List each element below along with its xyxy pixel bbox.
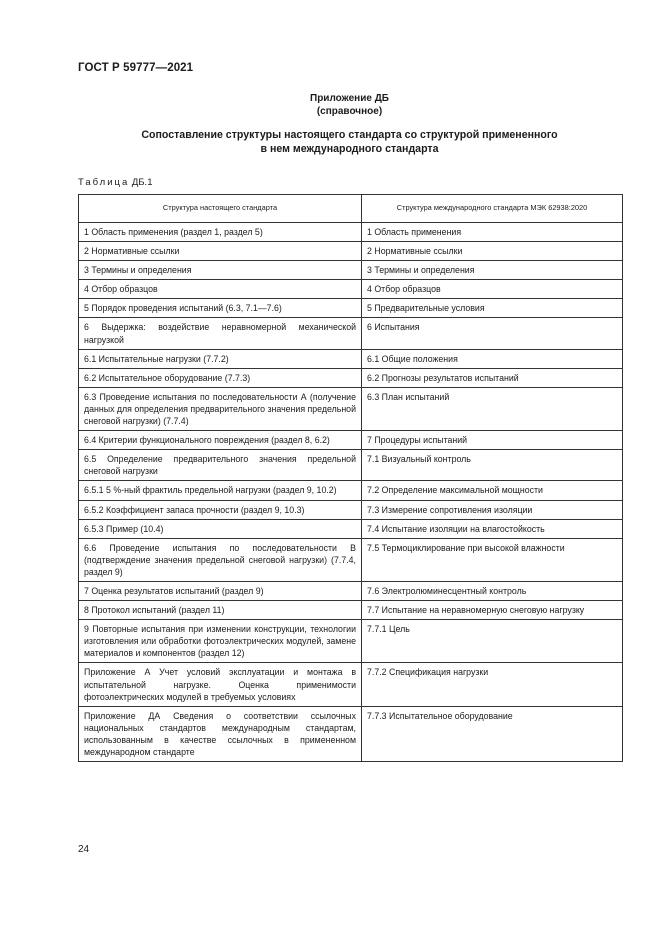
table-row (79, 538, 623, 581)
international-structure-cell: 6.3 План испытаний (362, 387, 623, 430)
table-row (79, 349, 623, 368)
national-structure-cell: 8 Протокол испытаний (раздел 11) (79, 601, 362, 620)
international-structure-cell: 6.2 Прогнозы результатов испытаний (362, 368, 623, 387)
national-structure-cell: 5 Порядок проведения испытаний (6.3, 7.1—7.6) (79, 299, 362, 318)
table-row (79, 280, 623, 299)
table-row (79, 318, 623, 349)
national-structure-cell: 6.5.2 Коэффициент запаса прочности (раздел 9, 10.3) (79, 500, 362, 519)
international-structure-cell: 3 Термины и определения (362, 261, 623, 280)
section-heading-line-2: в нем международного стандарта (260, 143, 439, 155)
national-structure-cell: 6.5 Определение предварительного значения предельной снеговой нагрузки (79, 450, 362, 481)
table-caption (78, 177, 152, 188)
international-structure-cell: 5 Предварительные условия (362, 299, 623, 318)
international-structure-cell: 7.6 Электролюминесцентный контроль (362, 581, 623, 600)
table-row (79, 299, 623, 318)
international-structure-cell: 2 Нормативные ссылки (362, 242, 623, 261)
international-structure-cell: 1 Область применения (362, 223, 623, 242)
section-heading (0, 128, 661, 156)
table-row (79, 242, 623, 261)
national-structure-cell: 6.6 Проведение испытания по последовательности В (подтверждение значения предельной снеговой нагрузки) (7.7.4, раздел 9) (79, 538, 362, 581)
page-number: 24 (78, 844, 90, 855)
international-structure-cell: 7.3 Измерение сопротивления изоляции (362, 500, 623, 519)
table-caption-word: Таблица (78, 177, 130, 188)
national-structure-cell: 6.2 Испытательное оборудование (7.7.3) (79, 368, 362, 387)
table-row (79, 663, 623, 706)
international-structure-cell: 7.4 Испытание изоляции на влагостойкость (362, 519, 623, 538)
table-body (79, 223, 623, 762)
table-row (79, 601, 623, 620)
national-structure-cell: 9 Повторные испытания при изменении конструкции, технологии изготовления или обработки фотоэлектрических модулей, замене материалов и компонентов (раздел 12) (79, 620, 362, 663)
table-row (79, 706, 623, 761)
table-row (79, 431, 623, 450)
table-row (79, 368, 623, 387)
table-row (79, 261, 623, 280)
national-structure-cell: 2 Нормативные ссылки (79, 242, 362, 261)
document-code: ГОСТ Р 59777—2021 (78, 62, 194, 74)
table-row (79, 223, 623, 242)
international-structure-cell: 6.1 Общие положения (362, 349, 623, 368)
national-structure-cell: 6.5.1 5 %-ный фрактиль предельной нагрузки (раздел 9, 10.2) (79, 481, 362, 500)
national-structure-cell: 6.4 Критерии функционального повреждения (раздел 8, 6.2) (79, 431, 362, 450)
section-heading-line-1: Сопоставление структуры настоящего стандарта со структурой примененного (141, 129, 558, 141)
annex-title: Приложение ДБ (310, 93, 389, 104)
international-structure-cell: 7.1 Визуальный контроль (362, 450, 623, 481)
international-structure-cell: 7.5 Термоциклирование при высокой влажности (362, 538, 623, 581)
table-row (79, 500, 623, 519)
national-structure-cell: Приложение ДА Сведения о соответствии ссылочных национальных стандартов международным стандартам, использованным в качестве ссылочных в примененном международном стандарте (79, 706, 362, 761)
international-structure-cell: 7.7.3 Испытательное оборудование (362, 706, 623, 761)
table-row (79, 519, 623, 538)
structure-comparison-table (78, 194, 623, 762)
national-structure-cell: Приложение А Учет условий эксплуатации и монтажа в испытательной нагрузке. Оценка применимости фотоэлектрических модулей в требуемых условиях (79, 663, 362, 706)
column-header-national: Структура настоящего стандарта (79, 195, 362, 223)
international-structure-cell: 7.2 Определение максимальной мощности (362, 481, 623, 500)
international-structure-cell: 7.7.1 Цель (362, 620, 623, 663)
table-caption-number: ДБ.1 (131, 177, 153, 188)
table-row (79, 581, 623, 600)
national-structure-cell: 1 Область применения (раздел 1, раздел 5) (79, 223, 362, 242)
table-row (79, 450, 623, 481)
annex-subtitle: (справочное) (316, 106, 383, 117)
table-row (79, 387, 623, 430)
table-row (79, 481, 623, 500)
national-structure-cell: 4 Отбор образцов (79, 280, 362, 299)
column-header-international: Структура международного стандарта МЭК 62938:2020 (362, 195, 623, 223)
national-structure-cell: 6.5.3 Пример (10.4) (79, 519, 362, 538)
international-structure-cell: 7.7 Испытание на неравномерную снеговую нагрузку (362, 601, 623, 620)
international-structure-cell: 7 Процедуры испытаний (362, 431, 623, 450)
table-header-row (79, 195, 623, 223)
national-structure-cell: 6.1 Испытательные нагрузки (7.7.2) (79, 349, 362, 368)
international-structure-cell: 7.7.2 Спецификация нагрузки (362, 663, 623, 706)
international-structure-cell: 6 Испытания (362, 318, 623, 349)
national-structure-cell: 6.3 Проведение испытания по последовательности А (получение данных для определения предварительного значения предельной снеговой нагрузки) (7.7.4) (79, 387, 362, 430)
annex-title-block (0, 92, 661, 118)
national-structure-cell: 3 Термины и определения (79, 261, 362, 280)
national-structure-cell: 6 Выдержка: воздействие неравномерной механической нагрузкой (79, 318, 362, 349)
national-structure-cell: 7 Оценка результатов испытаний (раздел 9) (79, 581, 362, 600)
table-row (79, 620, 623, 663)
international-structure-cell: 4 Отбор образцов (362, 280, 623, 299)
